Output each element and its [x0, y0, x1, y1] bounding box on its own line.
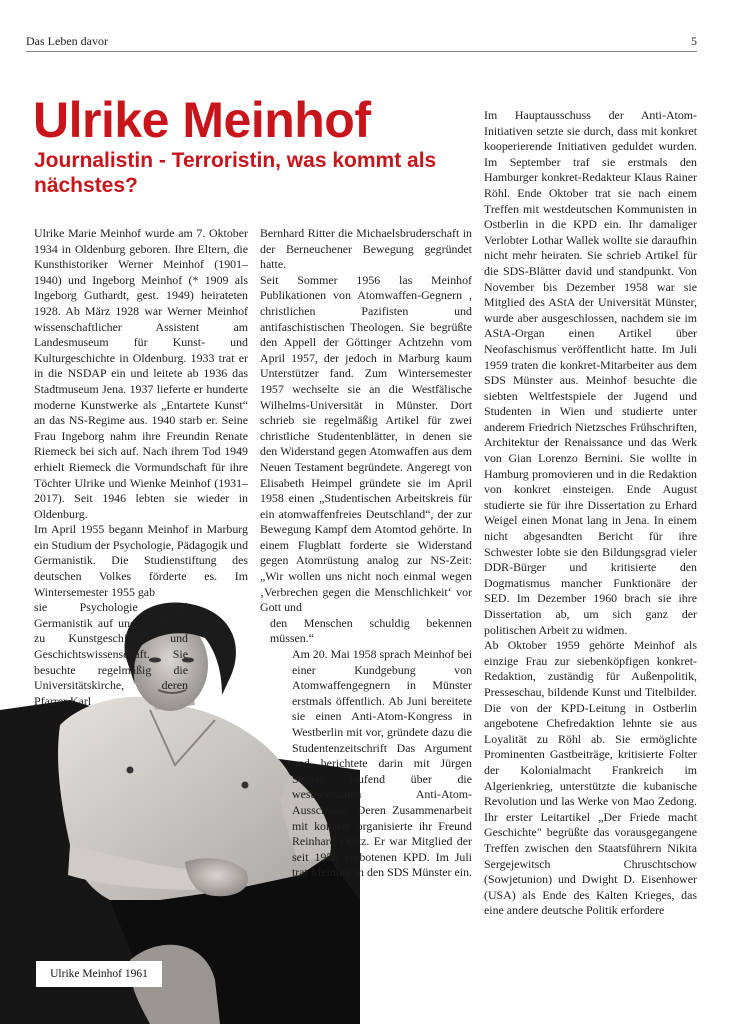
article-title: Ulrike Meinhof [33, 92, 371, 148]
text-column-3 [484, 108, 697, 919]
paragraph: Am 20. Mai 1958 sprach Meinhof bei einer Kundgebung von Atomwaffengegnern in Münster erstmals öffentlich. Ab Juni bereitete sie einen Anti-Atom-Kongress in Westberlin mit vor, gründete dazu die Studentenzeitschrift Das Argument und berichtete darin mit Jürgen Seifert laufend über die westdeutschen Anti-Atom-Ausschüsse. Deren Zusammenarbeit mit konkret organisierte ihr Freund Reinhard Opitz. Er war Mitglied der seit 1956 verbotenen KPD. Im Juli trat Meinhof in den SDS Münster ein. [292, 647, 472, 880]
photo-caption: Ulrike Meinhof 1961 [36, 961, 162, 987]
paragraph: Ulrike Marie Meinhof wurde am 7. Oktober 1934 in Oldenburg geboren. Ihre Eltern, die Kunsthistoriker Werner Meinhof (1901–1940) und Ingeborg Meinhof (* 1909 als Ingeborg Guthardt, gest. 1949) heirateten 1928. Ab März 1928 war Werner Meinhof wissenschaftlicher Assistent am Landesmuseum für Kunst- und Kulturgeschichte in Oldenburg. 1933 trat er in die NSDAP ein und leitete ab 1936 das Stadtmuseum Jena. 1937 lieferte er hunderte moderne Kunstwerke als „Entartete Kunst“ an das NS-Regime aus. 1940 starb er. Seine Frau Ingeborg nahm ihre Freundin Renate Riemeck bei sich auf. Nach ihrem Tod 1949 erhielt Riemeck die Vormundschaft für ihre Töchter Ulrike und Wienke Meinhof (1931–2017). Seit 1946 lebten sie wieder in Oldenburg. [34, 226, 248, 521]
page-number: 5 [691, 34, 697, 48]
paragraph: Im Hauptausschuss der Anti-Atom-Initiativen setzte sie durch, dass mit konkret kooperierende Initiativen geduldet wurden. Im September traf sie erstmals den Hamburger konkret-Redakteur Klaus Rainer Röhl. Ende Oktober trat sie nach einem Treffen mit westdeutschen Kommunisten in Ostberlin in die KPD ein. Ihr damaliger Verlobter Lothar Wallek wollte sie daraufhin nicht mehr heiraten. Sie schrieb Artikel für die SDS-Blätter david und standpunkt. Von November bis Dezember 1958 war sie Mitglied des AStA der Universität Münster, wurde aber ausgeschlossen, nachdem sie im AStA-Organ einen Artikel über Neofaschismus veröffentlicht hatte. Im Juli 1959 traten die konkret-Mitarbeiter aus dem SDS Münster aus. Meinhof besuchte die siebten Weltfestspiele der Jugend und Studenten in Wien und studierte unter anderem Friedrich Nietzsches Frühschriften, Architektur der Renaissance und das Werk von Gian Lorenzo Bernini. Sie wollte in Hamburg promovieren und in die Redaktion von konkret einsteigen. Ende August studierte sie für ihre Dissertation zu Erhard Weigel einen Monat lang in Jena. In einem nicht abgesandten Bericht für ihre Schwester lobte sie den Bildungsgrad vieler DDR-Bürger und kritisierte den Dogmatismus mancher Funktionäre der SED. Im Dezember 1960 brach sie ihre Dissertation ab, um sich ganz der politischen Arbeit zu widmen. [484, 108, 697, 637]
text-column-2 [260, 226, 472, 881]
paragraph: Ab Oktober 1959 gehörte Meinhof als einzige Frau zur siebenköpfigen konkret-Redaktion, zuständig für Außenpolitik, Presseschau, bildende Kunst und Titelbilder. Die von der KPD-Leitung in Ostberlin angebotene Chefredaktion lehnte sie aus Loyalität zu Röhl ab. Sie ermöglichte Prominenten Gastbeiträge, kritisierte Folter der Kolonialmacht Frankreich im Algerienkrieg, unterstützte die kubanische Revolution und las Werke von Mao Zedong. Ihr erster Leitartikel „Der Friede macht Geschichte" begrüßte das vorausgegangene Treffen zwischen den Staatsführern Nikita Sergejewitsch Chruschtschow (Sowjetunion) und Dwight D. Eisenhower (USA) als Ende des Kalten Krieges, das eine andere deutsche Politik erfordere [484, 638, 697, 918]
paragraph: den Menschen schuldig bekennen müssen.“ [270, 615, 472, 646]
running-head [26, 34, 697, 51]
header-rule [26, 51, 697, 52]
section-title: Das Leben davor [26, 34, 108, 48]
article-subtitle: Journalistin - Terroristin, was kommt als nächstes? [34, 149, 437, 197]
paragraph: sie Psychologie und Germanistik auf und wechselte zu Kunstgeschichte und Geschichtswissenschaft. Sie besuchte regelmäßig die Universitätskirche, deren Pfarrer Karl [34, 600, 188, 708]
paragraph: Bernhard Ritter die Michaelsbruderschaft in der Berneuchener Bewegung gegründet hatte. [260, 226, 472, 272]
paragraph: Seit Sommer 1956 las Meinhof Publikationen von Atomwaffen-Gegnern , christlichen Pazifisten und antifaschistischen Theologen. Sie begrüßte den Appell der Göttinger Achtzehn vom April 1957, der jedoch in Marburg kaum Unterstützer fand. Zum Wintersemester 1957 wechselte sie an die Westfälische Wilhelms-Universität in Münster. Dort schrieb sie regelmäßig Artikel für zwei christliche Studentenblätter, in denen sie den Widerstand gegen Atomwaffen aus dem Neuen Testament begründete. Angeregt von Elisabeth Heimpel gründete sie im April 1958 einen „Studentischen Arbeitskreis für ein atomwaffenfreies Deutschland“, der zur Bewegung Kampf dem Atomtod gehörte. In einem Flugblatt forderte sie Widerstand gegen Atomrüstung analog zur NS-Zeit: „Wir wollen uns nicht noch einmal wegen ‚Verbrechen gegen die Menschlichkeit‘ vor Gott und [260, 272, 472, 615]
paragraph: Im April 1955 begann Meinhof in Marburg ein Studium der Psychologie, Pädagogik und Germanistik. Die Studienstiftung des deutschen Volkes förderte es. Im Wintersemester 1955 gab [34, 522, 249, 599]
text-column-1 [34, 226, 248, 709]
